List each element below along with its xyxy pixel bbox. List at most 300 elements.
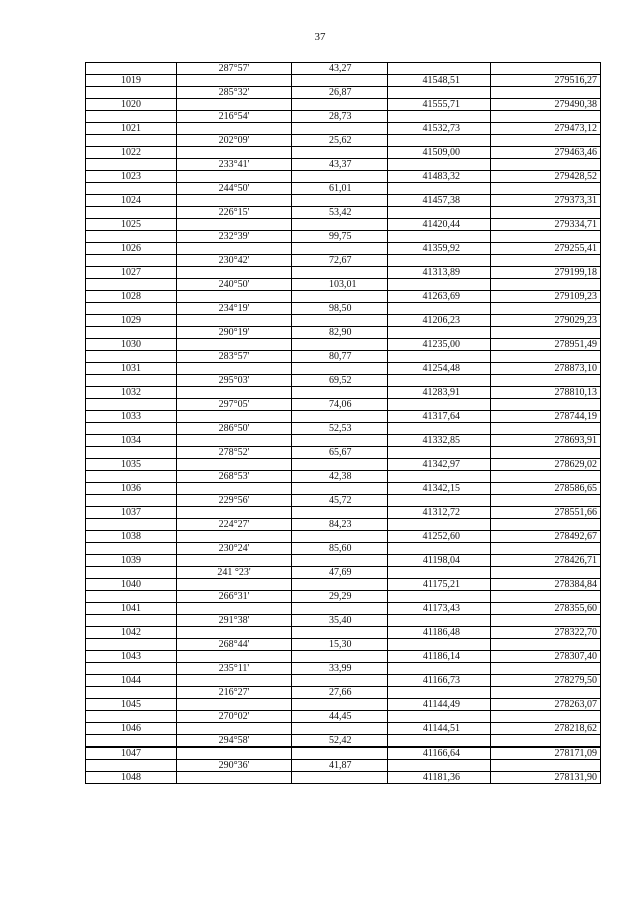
segment-row: [86, 327, 601, 339]
angle-cell: 295°03': [177, 375, 292, 387]
x-coordinate-cell: [388, 159, 491, 171]
point-id-cell: [86, 591, 177, 603]
distance-cell: [292, 243, 388, 255]
y-coordinate-cell: 278355,60: [491, 603, 601, 615]
y-coordinate-cell: 278322,70: [491, 627, 601, 639]
x-coordinate-cell: 41317,64: [388, 411, 491, 423]
distance-cell: 43,37: [292, 159, 388, 171]
distance-cell: [292, 291, 388, 303]
x-coordinate-cell: [388, 207, 491, 219]
y-coordinate-cell: [491, 351, 601, 363]
distance-cell: 43,27: [292, 63, 388, 75]
x-coordinate-cell: 41342,97: [388, 459, 491, 471]
distance-cell: [292, 603, 388, 615]
y-coordinate-cell: 279334,71: [491, 219, 601, 231]
point-row: [86, 315, 601, 327]
angle-cell: [177, 531, 292, 543]
point-id-cell: 1031: [86, 363, 177, 375]
x-coordinate-cell: 41332,85: [388, 435, 491, 447]
distance-cell: 82,90: [292, 327, 388, 339]
segment-row: [86, 711, 601, 723]
distance-cell: 33,99: [292, 663, 388, 675]
angle-cell: 287°57': [177, 63, 292, 75]
x-coordinate-cell: 41166,64: [388, 747, 491, 760]
distance-cell: 103,01: [292, 279, 388, 291]
angle-cell: [177, 171, 292, 183]
point-id-cell: [86, 63, 177, 75]
angle-cell: [177, 363, 292, 375]
y-coordinate-cell: 278810,13: [491, 387, 601, 399]
y-coordinate-cell: [491, 495, 601, 507]
y-coordinate-cell: [491, 543, 601, 555]
x-coordinate-cell: [388, 399, 491, 411]
angle-cell: 283°57': [177, 351, 292, 363]
distance-cell: 61,01: [292, 183, 388, 195]
distance-cell: [292, 579, 388, 591]
angle-cell: [177, 699, 292, 711]
segment-row: [86, 760, 601, 772]
distance-cell: 98,50: [292, 303, 388, 315]
y-coordinate-cell: 278279,50: [491, 675, 601, 687]
coordinate-table: [85, 62, 601, 784]
point-row: [86, 747, 601, 760]
point-id-cell: [86, 231, 177, 243]
x-coordinate-cell: [388, 87, 491, 99]
y-coordinate-cell: [491, 615, 601, 627]
y-coordinate-cell: [491, 87, 601, 99]
distance-cell: 72,67: [292, 255, 388, 267]
distance-cell: [292, 435, 388, 447]
point-id-cell: 1036: [86, 483, 177, 495]
distance-cell: 99,75: [292, 231, 388, 243]
segment-row: [86, 303, 601, 315]
y-coordinate-cell: [491, 183, 601, 195]
x-coordinate-cell: [388, 591, 491, 603]
x-coordinate-cell: [388, 543, 491, 555]
point-row: [86, 507, 601, 519]
point-row: [86, 243, 601, 255]
x-coordinate-cell: [388, 423, 491, 435]
point-id-cell: 1040: [86, 579, 177, 591]
angle-cell: 268°44': [177, 639, 292, 651]
point-id-cell: [86, 423, 177, 435]
y-coordinate-cell: 279490,38: [491, 99, 601, 111]
y-coordinate-cell: [491, 591, 601, 603]
segment-row: [86, 159, 601, 171]
point-row: [86, 675, 601, 687]
distance-cell: 84,23: [292, 519, 388, 531]
y-coordinate-cell: 279516,27: [491, 75, 601, 87]
angle-cell: [177, 627, 292, 639]
distance-cell: [292, 627, 388, 639]
angle-cell: [177, 459, 292, 471]
point-row: [86, 579, 601, 591]
point-id-cell: [86, 663, 177, 675]
y-coordinate-cell: [491, 567, 601, 579]
x-coordinate-cell: [388, 471, 491, 483]
point-row: [86, 411, 601, 423]
distance-cell: 74,06: [292, 399, 388, 411]
x-coordinate-cell: [388, 519, 491, 531]
point-id-cell: [86, 111, 177, 123]
segment-row: [86, 255, 601, 267]
distance-cell: [292, 195, 388, 207]
segment-row: [86, 663, 601, 675]
distance-cell: 52,42: [292, 735, 388, 748]
y-coordinate-cell: 279029,23: [491, 315, 601, 327]
y-coordinate-cell: [491, 303, 601, 315]
distance-cell: [292, 772, 388, 784]
angle-cell: [177, 243, 292, 255]
point-id-cell: [86, 519, 177, 531]
segment-row: [86, 279, 601, 291]
x-coordinate-cell: 41181,36: [388, 772, 491, 784]
y-coordinate-cell: [491, 471, 601, 483]
point-row: [86, 531, 601, 543]
angle-cell: [177, 651, 292, 663]
segment-row: [86, 135, 601, 147]
y-coordinate-cell: [491, 327, 601, 339]
point-row: [86, 555, 601, 567]
x-coordinate-cell: [388, 327, 491, 339]
point-row: [86, 147, 601, 159]
point-id-cell: [86, 447, 177, 459]
x-coordinate-cell: 41186,14: [388, 651, 491, 663]
x-coordinate-cell: 41313,89: [388, 267, 491, 279]
point-id-cell: [86, 687, 177, 699]
angle-cell: 233°41': [177, 159, 292, 171]
y-coordinate-cell: [491, 279, 601, 291]
x-coordinate-cell: 41175,21: [388, 579, 491, 591]
y-coordinate-cell: [491, 375, 601, 387]
point-id-cell: 1046: [86, 723, 177, 735]
point-id-cell: [86, 135, 177, 147]
y-coordinate-cell: 278951,49: [491, 339, 601, 351]
page-number: 37: [314, 31, 326, 43]
angle-cell: [177, 435, 292, 447]
y-coordinate-cell: 279463,46: [491, 147, 601, 159]
coordinate-table-body: [86, 63, 601, 784]
distance-cell: [292, 363, 388, 375]
angle-cell: 297°05': [177, 399, 292, 411]
point-id-cell: [86, 639, 177, 651]
distance-cell: [292, 171, 388, 183]
angle-cell: 285°32': [177, 87, 292, 99]
y-coordinate-cell: 278873,10: [491, 363, 601, 375]
distance-cell: [292, 507, 388, 519]
segment-row: [86, 591, 601, 603]
point-row: [86, 171, 601, 183]
x-coordinate-cell: [388, 639, 491, 651]
angle-cell: 216°27': [177, 687, 292, 699]
angle-cell: [177, 291, 292, 303]
point-id-cell: [86, 351, 177, 363]
angle-cell: 266°31': [177, 591, 292, 603]
segment-row: [86, 351, 601, 363]
x-coordinate-cell: [388, 760, 491, 772]
y-coordinate-cell: [491, 663, 601, 675]
distance-cell: [292, 411, 388, 423]
y-coordinate-cell: 278218,62: [491, 723, 601, 735]
x-coordinate-cell: 41420,44: [388, 219, 491, 231]
x-coordinate-cell: 41252,60: [388, 531, 491, 543]
y-coordinate-cell: 278693,91: [491, 435, 601, 447]
point-id-cell: 1024: [86, 195, 177, 207]
x-coordinate-cell: [388, 375, 491, 387]
angle-cell: [177, 219, 292, 231]
point-id-cell: 1019: [86, 75, 177, 87]
distance-cell: [292, 99, 388, 111]
y-coordinate-cell: 278744,19: [491, 411, 601, 423]
point-row: [86, 219, 601, 231]
x-coordinate-cell: [388, 63, 491, 75]
distance-cell: [292, 531, 388, 543]
y-coordinate-cell: 278629,02: [491, 459, 601, 471]
distance-cell: 15,30: [292, 639, 388, 651]
angle-cell: 278°52': [177, 447, 292, 459]
point-row: [86, 267, 601, 279]
y-coordinate-cell: 279373,31: [491, 195, 601, 207]
x-coordinate-cell: [388, 351, 491, 363]
segment-row: [86, 543, 601, 555]
point-id-cell: 1043: [86, 651, 177, 663]
point-id-cell: 1030: [86, 339, 177, 351]
x-coordinate-cell: [388, 687, 491, 699]
y-coordinate-cell: 278586,65: [491, 483, 601, 495]
segment-row: [86, 63, 601, 75]
point-row: [86, 363, 601, 375]
y-coordinate-cell: 278307,40: [491, 651, 601, 663]
y-coordinate-cell: 278263,07: [491, 699, 601, 711]
distance-cell: 26,87: [292, 87, 388, 99]
point-row: [86, 123, 601, 135]
x-coordinate-cell: 41166,73: [388, 675, 491, 687]
point-id-cell: [86, 87, 177, 99]
x-coordinate-cell: [388, 735, 491, 748]
distance-cell: 35,40: [292, 615, 388, 627]
x-coordinate-cell: 41144,49: [388, 699, 491, 711]
point-row: [86, 603, 601, 615]
point-id-cell: 1022: [86, 147, 177, 159]
x-coordinate-cell: 41173,43: [388, 603, 491, 615]
point-id-cell: 1048: [86, 772, 177, 784]
segment-row: [86, 735, 601, 748]
point-id-cell: 1039: [86, 555, 177, 567]
point-id-cell: 1041: [86, 603, 177, 615]
segment-row: [86, 399, 601, 411]
distance-cell: [292, 699, 388, 711]
distance-cell: [292, 339, 388, 351]
point-id-cell: 1026: [86, 243, 177, 255]
y-coordinate-cell: [491, 687, 601, 699]
segment-row: [86, 471, 601, 483]
point-row: [86, 459, 601, 471]
point-id-cell: [86, 567, 177, 579]
distance-cell: [292, 123, 388, 135]
x-coordinate-cell: [388, 447, 491, 459]
y-coordinate-cell: [491, 519, 601, 531]
y-coordinate-cell: [491, 735, 601, 748]
point-id-cell: [86, 303, 177, 315]
point-id-cell: 1042: [86, 627, 177, 639]
angle-cell: 226°15': [177, 207, 292, 219]
distance-cell: 25,62: [292, 135, 388, 147]
point-id-cell: [86, 279, 177, 291]
angle-cell: 244°50': [177, 183, 292, 195]
point-id-cell: 1020: [86, 99, 177, 111]
y-coordinate-cell: [491, 447, 601, 459]
angle-cell: 286°50': [177, 423, 292, 435]
angle-cell: 229°56': [177, 495, 292, 507]
point-id-cell: 1037: [86, 507, 177, 519]
x-coordinate-cell: 41483,32: [388, 171, 491, 183]
x-coordinate-cell: 41198,04: [388, 555, 491, 567]
point-id-cell: 1033: [86, 411, 177, 423]
segment-row: [86, 423, 601, 435]
angle-cell: [177, 772, 292, 784]
point-row: [86, 627, 601, 639]
x-coordinate-cell: [388, 183, 491, 195]
segment-row: [86, 87, 601, 99]
y-coordinate-cell: [491, 231, 601, 243]
angle-cell: [177, 483, 292, 495]
distance-cell: 53,42: [292, 207, 388, 219]
point-id-cell: [86, 207, 177, 219]
point-id-cell: 1029: [86, 315, 177, 327]
x-coordinate-cell: [388, 711, 491, 723]
y-coordinate-cell: 279255,41: [491, 243, 601, 255]
x-coordinate-cell: 41235,00: [388, 339, 491, 351]
point-id-cell: [86, 495, 177, 507]
angle-cell: [177, 99, 292, 111]
segment-row: [86, 111, 601, 123]
point-row: [86, 99, 601, 111]
distance-cell: [292, 723, 388, 735]
angle-cell: 232°39': [177, 231, 292, 243]
x-coordinate-cell: 41532,73: [388, 123, 491, 135]
x-coordinate-cell: [388, 255, 491, 267]
distance-cell: [292, 147, 388, 159]
distance-cell: [292, 483, 388, 495]
point-id-cell: [86, 183, 177, 195]
y-coordinate-cell: 278171,09: [491, 747, 601, 760]
x-coordinate-cell: 41144,51: [388, 723, 491, 735]
angle-cell: [177, 579, 292, 591]
segment-row: [86, 231, 601, 243]
point-id-cell: [86, 760, 177, 772]
y-coordinate-cell: [491, 711, 601, 723]
y-coordinate-cell: 278131,90: [491, 772, 601, 784]
y-coordinate-cell: 279473,12: [491, 123, 601, 135]
distance-cell: 29,29: [292, 591, 388, 603]
angle-cell: 290°36': [177, 760, 292, 772]
angle-cell: [177, 147, 292, 159]
angle-cell: 234°19': [177, 303, 292, 315]
point-id-cell: 1032: [86, 387, 177, 399]
y-coordinate-cell: [491, 111, 601, 123]
point-id-cell: 1023: [86, 171, 177, 183]
x-coordinate-cell: [388, 303, 491, 315]
x-coordinate-cell: 41548,51: [388, 75, 491, 87]
angle-cell: [177, 75, 292, 87]
y-coordinate-cell: [491, 135, 601, 147]
point-row: [86, 651, 601, 663]
x-coordinate-cell: [388, 663, 491, 675]
distance-cell: 52,53: [292, 423, 388, 435]
angle-cell: [177, 123, 292, 135]
x-coordinate-cell: 41509,00: [388, 147, 491, 159]
angle-cell: 230°24': [177, 543, 292, 555]
distance-cell: [292, 219, 388, 231]
angle-cell: [177, 387, 292, 399]
distance-cell: 69,52: [292, 375, 388, 387]
distance-cell: [292, 747, 388, 760]
point-row: [86, 723, 601, 735]
y-coordinate-cell: 279428,52: [491, 171, 601, 183]
angle-cell: 268°53': [177, 471, 292, 483]
x-coordinate-cell: [388, 495, 491, 507]
angle-cell: [177, 195, 292, 207]
point-id-cell: [86, 255, 177, 267]
angle-cell: [177, 723, 292, 735]
angle-cell: [177, 315, 292, 327]
segment-row: [86, 375, 601, 387]
angle-cell: [177, 339, 292, 351]
y-coordinate-cell: [491, 760, 601, 772]
x-coordinate-cell: 41342,15: [388, 483, 491, 495]
segment-row: [86, 615, 601, 627]
x-coordinate-cell: [388, 615, 491, 627]
y-coordinate-cell: [491, 159, 601, 171]
distance-cell: [292, 675, 388, 687]
distance-cell: 42,38: [292, 471, 388, 483]
angle-cell: 270°02': [177, 711, 292, 723]
x-coordinate-cell: [388, 231, 491, 243]
y-coordinate-cell: 278426,71: [491, 555, 601, 567]
point-id-cell: 1025: [86, 219, 177, 231]
x-coordinate-cell: 41555,71: [388, 99, 491, 111]
x-coordinate-cell: 41283,91: [388, 387, 491, 399]
point-id-cell: [86, 735, 177, 748]
point-id-cell: 1044: [86, 675, 177, 687]
x-coordinate-cell: 41186,48: [388, 627, 491, 639]
segment-row: [86, 567, 601, 579]
y-coordinate-cell: 279109,23: [491, 291, 601, 303]
y-coordinate-cell: [491, 255, 601, 267]
x-coordinate-cell: 41206,23: [388, 315, 491, 327]
point-row: [86, 772, 601, 784]
x-coordinate-cell: 41312,72: [388, 507, 491, 519]
angle-cell: [177, 603, 292, 615]
y-coordinate-cell: 279199,18: [491, 267, 601, 279]
point-id-cell: [86, 543, 177, 555]
x-coordinate-cell: 41457,38: [388, 195, 491, 207]
angle-cell: 294°58': [177, 735, 292, 748]
angle-cell: [177, 411, 292, 423]
point-row: [86, 699, 601, 711]
distance-cell: [292, 555, 388, 567]
x-coordinate-cell: 41263,69: [388, 291, 491, 303]
x-coordinate-cell: [388, 567, 491, 579]
distance-cell: [292, 267, 388, 279]
distance-cell: 80,77: [292, 351, 388, 363]
distance-cell: [292, 651, 388, 663]
x-coordinate-cell: [388, 279, 491, 291]
distance-cell: [292, 459, 388, 471]
distance-cell: 41,87: [292, 760, 388, 772]
angle-cell: 235°11': [177, 663, 292, 675]
point-row: [86, 483, 601, 495]
